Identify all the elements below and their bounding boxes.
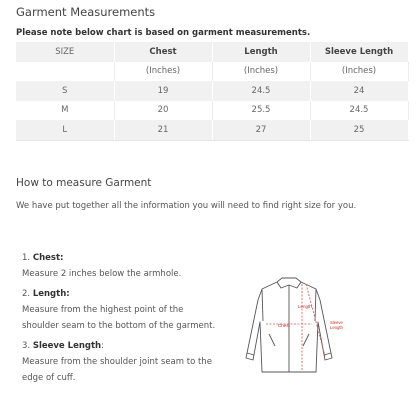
step-number: 1. bbox=[22, 253, 31, 263]
section-heading: How to measure Garment bbox=[16, 177, 152, 189]
table-row bbox=[16, 120, 408, 140]
cell-length: 27 bbox=[212, 120, 310, 140]
header-size: SIZE bbox=[16, 42, 114, 62]
cell-length: 24.5 bbox=[212, 81, 310, 101]
step-number: 2. bbox=[22, 289, 31, 299]
step-label: Sleeve Length bbox=[32, 341, 102, 351]
header-sleeve-length: Sleeve Length bbox=[310, 42, 408, 62]
step-text: Measure 2 inches below the armhole. bbox=[22, 269, 182, 279]
step-length bbox=[22, 286, 222, 334]
cell-sleeve-length: 25 bbox=[310, 120, 408, 140]
cell-chest: 20 bbox=[114, 101, 212, 121]
chart-note: Please note below chart is based on garment measurements. bbox=[16, 28, 311, 38]
sleeve-label-line2: Length bbox=[330, 325, 343, 330]
section-intro: We have put together all the information you will need to find right size for you. bbox=[16, 201, 357, 211]
unit-sleeve-length: (Inches) bbox=[310, 62, 408, 82]
cell-sleeve-length: 24 bbox=[310, 81, 408, 101]
cell-length: 25.5 bbox=[212, 101, 310, 121]
chest-label: Chest bbox=[278, 323, 290, 328]
cell-chest: 19 bbox=[114, 81, 212, 101]
cell-size: M bbox=[16, 101, 114, 121]
step-text: Measure from the highest point of the shoulder seam to the bottom of the garment. bbox=[22, 305, 216, 331]
cell-chest: 21 bbox=[114, 120, 212, 140]
table-header-row bbox=[16, 42, 408, 62]
measurement-table bbox=[16, 42, 409, 141]
cell-sleeve-length: 24.5 bbox=[310, 101, 408, 121]
measurement-steps bbox=[22, 250, 222, 390]
step-label: Length: bbox=[32, 289, 70, 299]
page-title: Garment Measurements bbox=[16, 5, 156, 19]
step-sleeve-length bbox=[22, 338, 222, 386]
garment-diagram bbox=[222, 276, 356, 380]
cell-size: S bbox=[16, 81, 114, 101]
sleeve-label-line1: Sleeve bbox=[330, 320, 343, 325]
cell-size: L bbox=[16, 120, 114, 140]
step-text: Measure from the shoulder joint seam to the edge of cuff. bbox=[22, 357, 212, 383]
step-label-suffix: : bbox=[101, 341, 104, 351]
unit-length: (Inches) bbox=[212, 62, 310, 82]
length-label: Length bbox=[298, 304, 312, 309]
table-row bbox=[16, 101, 408, 121]
table-row bbox=[16, 81, 408, 101]
step-label: Chest: bbox=[32, 253, 64, 263]
header-length: Length bbox=[212, 42, 310, 62]
step-chest bbox=[22, 250, 222, 282]
table-units-row bbox=[16, 62, 408, 82]
step-number: 3. bbox=[22, 341, 31, 351]
unit-chest: (Inches) bbox=[114, 62, 212, 82]
unit-size bbox=[16, 62, 114, 82]
header-chest: Chest bbox=[114, 42, 212, 62]
